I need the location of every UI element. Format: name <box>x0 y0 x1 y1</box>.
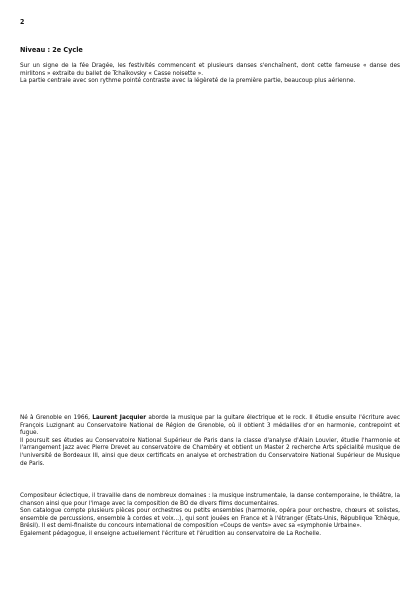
composer-name: Laurent Jacquier <box>92 413 147 421</box>
composer-bio-education <box>20 414 400 467</box>
bio-paragraph: Il poursuit ses études au Conservatoire National Supérieur de Paris dans la classe d'analyse d'Alain Louvier, étudie l'harmonie et l'arrangement Jazz avec Pierre Drevet au conservatoire de Chambéry et obtient un Master 2 recherche Arts spécialité musique de l'université de Bordeaux III, ainsi que deux certificats en analyse et orchestration du Conservatoire National Supérieur de Musique de Paris. <box>20 435 400 467</box>
description-paragraph: Sur un signe de la fée Dragée, les festivités commencent et plusieurs danses s'enchaînent, dont cette fameuse « danse des mirlitons » extraite du ballet de Tchaïkovsky « Casse noisette ». <box>20 61 400 77</box>
bio-intro: Né à Grenoble en 1966, <box>20 413 93 421</box>
bio-paragraph: Compositeur éclectique, il travaille dans de nombreux domaines : la musique instrumentale, la danse contemporaine, le théâtre, la chanson ainsi que pour l'image avec la composition de BO de divers films documentaires. <box>20 491 400 507</box>
bio-intro-rest: aborde la musique par la guitare électrique et le rock. Il étudie ensuite l'écriture avec François Luzignant au Conservatoire National de Région de Grenoble, où il obtient 3 médailles d'or en harmonie, contrepoint et fugue. <box>20 413 400 437</box>
piece-description <box>20 62 400 85</box>
page-number: 2 <box>20 18 25 26</box>
level-heading: Niveau : 2e Cycle <box>20 45 83 54</box>
description-paragraph: La partie centrale avec son rythme pointé contraste avec la légèreté de la première partie, beaucoup plus aérienne. <box>20 76 356 85</box>
bio-paragraph: Egalement pédagogue, il enseigne actuellement l'écriture et l'érudition au conservatoire de La Rochelle. <box>20 528 322 537</box>
bio-paragraph: Son catalogue compte plusieurs pièces pour orchestres ou petits ensembles (harmonie, opéra pour orchestre, chœurs et solistes, ensemble de percussions, ensemble à cordes et voix...), qui sont jouées en France et à l'étranger (Etats-Unis, République Tchèque, Brésil). Il est demi-finaliste du concours international de composition «Coups de vents» avec sa «symphonie Urbaine». <box>20 506 400 530</box>
bio-paragraph <box>20 414 400 437</box>
composer-bio-career <box>20 492 400 538</box>
